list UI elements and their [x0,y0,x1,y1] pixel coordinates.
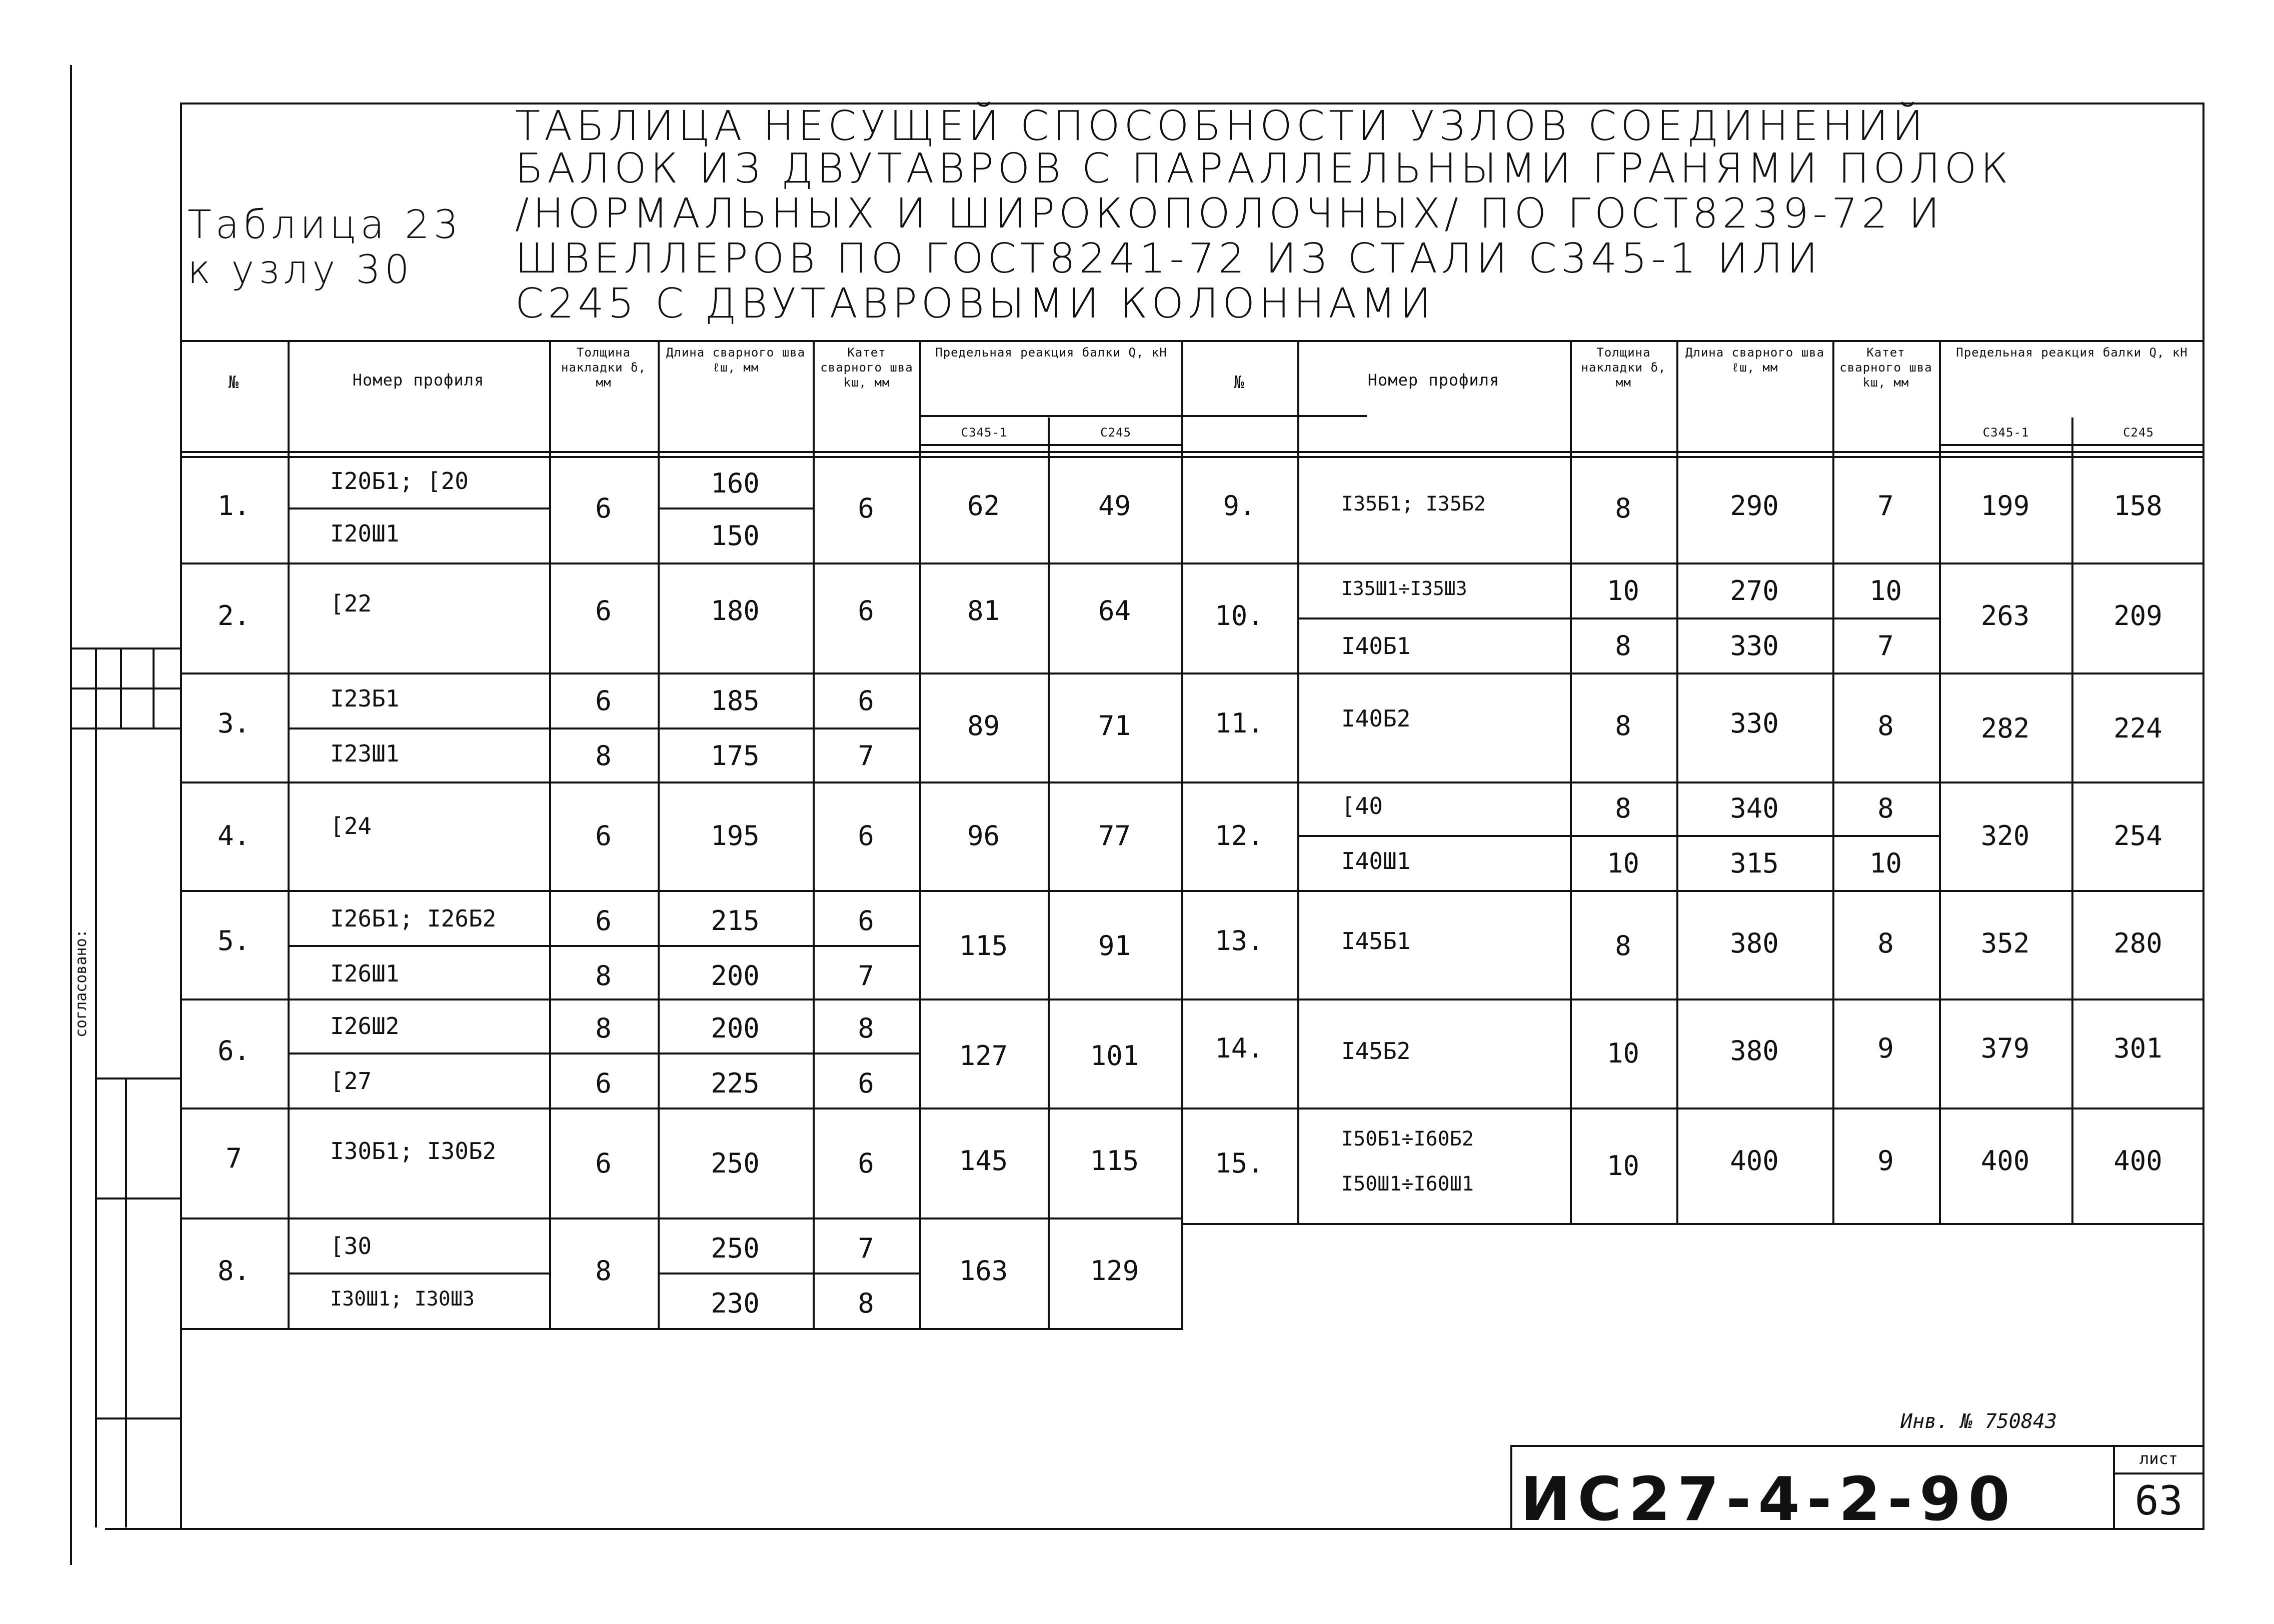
thickness-value: 6 [595,685,612,716]
thickness-value: 6 [595,492,612,524]
row-number: 10. [1215,600,1264,632]
reaction-b-value: 301 [2113,1032,2162,1064]
profile-name: [27 [330,1068,372,1094]
profile-name: I20Б1; [20 [330,468,469,494]
reaction-a-value: 379 [1980,1032,2030,1064]
header-weld-leg: Катет сварного шва kш, мм [1839,346,1932,390]
profile-name: [30 [330,1232,372,1260]
profile-name: I26Б1; I26Б2 [330,905,497,932]
header-thickness: Толщина накладки δ, мм [561,346,646,390]
length-value: 175 [711,740,760,772]
reaction-b-value: 77 [1098,820,1131,852]
thickness-value: 10 [1606,848,1640,879]
reaction-b-value: 209 [2113,600,2162,632]
length-value: 230 [711,1288,760,1319]
header-steel-a: С345-1 [961,426,1008,440]
header-profile: Номер профиля [1367,370,1500,390]
weld-leg-value: 7 [1877,630,1894,662]
reaction-b-value: 129 [1090,1255,1139,1286]
length-value: 340 [1730,792,1779,824]
reaction-a-value: 199 [1980,490,2030,522]
title-line: ТАБЛИЦА НЕСУЩЕЙ СПОСОБНОСТИ УЗЛОВ СОЕДИНЕНИЙ [515,102,1927,150]
weld-leg-value: 8 [858,1012,874,1044]
side-stamp [70,648,180,1528]
length-value: 290 [1730,490,1779,522]
row-number: 13. [1215,925,1264,956]
length-value: 185 [711,685,760,716]
length-value: 330 [1730,708,1779,739]
weld-leg-value: 8 [1877,792,1894,824]
title-line: БАЛОК ИЗ ДВУТАВРОВ С ПАРАЛЛЕЛЬНЫМИ ГРАНЯМИ ПОЛОК [515,145,2012,192]
header-profile: Номер профиля [352,370,485,390]
right-table [1181,340,2204,1230]
profile-name: I26Ш1 [330,960,400,987]
weld-leg-value: 9 [1877,1145,1894,1176]
header-reaction: Предельная реакция балки Q, кН [935,346,1167,360]
length-value: 250 [711,1232,760,1264]
reaction-a-value: 352 [1980,928,2030,959]
length-value: 160 [711,468,760,499]
reaction-a-value: 145 [959,1145,1008,1176]
reaction-a-value: 89 [967,710,1000,742]
weld-leg-value: 6 [858,1148,874,1179]
weld-leg-value: 6 [858,820,874,852]
weld-leg-value: 10 [1869,575,1902,606]
profile-name: [24 [330,812,372,840]
reaction-a-value: 81 [967,595,1000,626]
weld-leg-value: 6 [858,1068,874,1099]
reaction-b-value: 71 [1098,710,1131,742]
thickness-value: 10 [1606,575,1640,606]
weld-leg-value: 7 [858,740,874,772]
weld-leg-value: 8 [858,1288,874,1319]
thickness-value: 8 [595,740,612,772]
header-reaction: Предельная реакция балки Q, кН [1956,346,2188,360]
thickness-value: 8 [1615,930,1631,962]
header-thickness: Толщина накладки δ, мм [1581,346,1666,390]
length-value: 400 [1730,1145,1779,1176]
profile-name: I35Б1; I35Б2 [1341,492,1486,516]
node-label: к узлу 30 [188,248,414,292]
reaction-a-value: 320 [1980,820,2030,852]
profile-name: I23Б1 [330,685,400,712]
weld-leg-value: 7 [858,960,874,992]
row-number: 15. [1215,1148,1264,1179]
reaction-a-value: 163 [959,1255,1008,1286]
sheet-number: 63 [2134,1478,2183,1524]
thickness-value: 8 [1615,492,1631,524]
profile-name: I50Ш1÷I60Ш1 [1341,1172,1474,1196]
weld-leg-value: 10 [1869,848,1902,879]
header-steel-b: С245 [1100,426,1131,440]
weld-leg-value: 6 [858,492,874,524]
reaction-a-value: 400 [1980,1145,2030,1176]
row-number: 8. [217,1255,251,1286]
profile-name: I50Б1÷I60Б2 [1341,1128,1474,1150]
profile-name: [22 [330,590,372,617]
header-length: Длина сварного шва ℓш, мм [666,346,806,374]
length-value: 380 [1730,928,1779,959]
title-block [1510,1445,2204,1534]
thickness-value: 6 [595,905,612,936]
thickness-value: 6 [595,1068,612,1099]
weld-leg-value: 7 [1877,490,1894,522]
length-value: 150 [711,520,760,552]
thickness-value: 8 [595,1255,612,1286]
profile-name: I40Б2 [1341,705,1411,732]
length-value: 200 [711,960,760,992]
profile-name: I20Ш1 [330,520,400,547]
reaction-a-value: 115 [959,930,1008,962]
table-label: Таблица 23 [188,202,463,248]
reaction-a-value: 263 [1980,600,2030,632]
profile-name: I26Ш2 [330,1012,400,1040]
reaction-b-value: 49 [1098,490,1131,522]
length-value: 195 [711,820,760,852]
reaction-b-value: 101 [1090,1040,1139,1072]
title-line: /НОРМАЛЬНЫХ И ШИРОКОПОЛОЧНЫХ/ ПО ГОСТ8239-72 И [515,190,1944,238]
reaction-b-value: 280 [2113,928,2162,959]
document-code: ИС27-4-2-90 [1520,1465,2017,1534]
left-table [180,340,1193,1340]
reaction-b-value: 158 [2113,490,2162,522]
length-value: 330 [1730,630,1779,662]
header-num: № [1234,372,1245,392]
header-steel-a: С345-1 [1982,426,2029,440]
weld-leg-value: 6 [858,595,874,626]
row-number: 6. [217,1035,251,1066]
row-number: 3. [217,708,251,739]
header-length: Длина сварного шва ℓш, мм [1685,346,1825,374]
weld-leg-value: 7 [858,1232,874,1264]
length-value: 200 [711,1012,760,1044]
reaction-a-value: 127 [959,1040,1008,1072]
header-num: № [228,372,240,392]
thickness-value: 8 [595,1012,612,1044]
length-value: 180 [711,595,760,626]
thickness-value: 6 [595,595,612,626]
inventory-number: Инв. № 750843 [1900,1410,2057,1433]
profile-name: I30Ш1; I30Ш3 [330,1288,475,1310]
reaction-a-value: 282 [1980,712,2030,744]
side-stamp-text: согласовано: [73,929,90,1038]
thickness-value: 6 [595,1148,612,1179]
thickness-value: 10 [1606,1150,1640,1182]
weld-leg-value: 9 [1877,1032,1894,1064]
reaction-b-value: 400 [2113,1145,2162,1176]
header-weld-leg: Катет сварного шва kш, мм [820,346,913,390]
title-line: ШВЕЛЛЕРОВ ПО ГОСТ8241-72 ИЗ СТАЛИ С345-1 ИЛИ [515,235,1822,282]
length-value: 270 [1730,575,1779,606]
row-number: 12. [1215,820,1264,852]
weld-leg-value: 8 [1877,928,1894,959]
reaction-b-value: 224 [2113,712,2162,744]
weld-leg-value: 6 [858,685,874,716]
length-value: 215 [711,905,760,936]
row-number: 1. [217,490,251,522]
thickness-value: 10 [1606,1038,1640,1069]
sheet-label: лист [2139,1449,2178,1468]
weld-leg-value: 6 [858,905,874,936]
thickness-value: 8 [1615,792,1631,824]
profile-name: I30Б1; I30Б2 [330,1138,497,1164]
weld-leg-value: 8 [1877,710,1894,742]
header-steel-b: С245 [2123,426,2154,440]
row-number: 4. [217,820,251,852]
profile-name: I23Ш1 [330,740,400,767]
reaction-a-value: 62 [967,490,1000,522]
row-number: 5. [217,925,251,956]
reaction-b-value: 64 [1098,595,1131,626]
thickness-value: 8 [1615,710,1631,742]
thickness-value: 6 [595,820,612,852]
profile-name: I45Б1 [1341,928,1411,954]
profile-name: I45Б2 [1341,1038,1411,1064]
profile-name: [40 [1341,792,1383,820]
reaction-a-value: 96 [967,820,1000,852]
row-number: 14. [1215,1032,1264,1064]
profile-name: I40Б1 [1341,632,1411,660]
profile-name: I35Ш1÷I35Ш3 [1341,578,1467,600]
thickness-value: 8 [1615,630,1631,662]
length-value: 225 [711,1068,760,1099]
row-number: 7 [226,1142,242,1174]
reaction-b-value: 254 [2113,820,2162,852]
title-line: С245 С ДВУТАВРОВЫМИ КОЛОННАМИ [515,280,1435,328]
length-value: 315 [1730,848,1779,879]
row-number: 11. [1215,708,1264,739]
row-number: 9. [1223,490,1256,522]
reaction-b-value: 115 [1090,1145,1139,1176]
reaction-b-value: 91 [1098,930,1131,962]
row-number: 2. [217,600,251,632]
thickness-value: 8 [595,960,612,992]
length-value: 380 [1730,1035,1779,1066]
profile-name: I40Ш1 [1341,848,1411,874]
length-value: 250 [711,1148,760,1179]
